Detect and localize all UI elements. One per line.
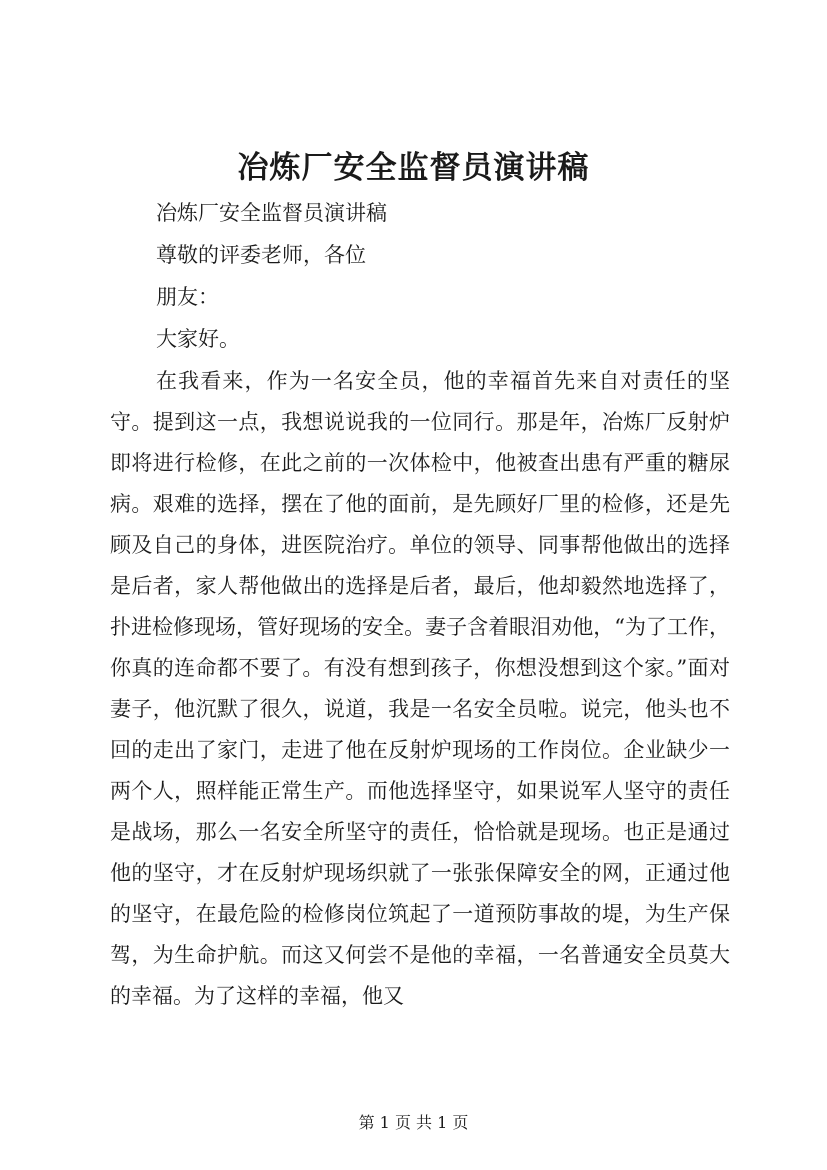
greeting-line: 大家好。: [156, 327, 240, 351]
page-footer: 第 1 页 共 1 页: [358, 1113, 469, 1132]
salutation-line-2: 朋友：: [156, 285, 219, 309]
salutation-line-1: 尊敬的评委老师，各位: [156, 243, 366, 267]
document-subtitle: 冶炼厂安全监督员演讲稿: [156, 201, 387, 225]
speech-body-paragraph: 在我看来，作为一名安全员，他的幸福首先来自对责任的坚守。提到这一点，我想说说我的一位同行。那是年，冶炼厂反射炉即将进行检修，在此之前的一次体检中，他被查出患有严重的糖尿病。艰难的选择，摆在了他的面前，是先顾好厂里的检修，还是先顾及自己的身体，进医院治疗。单位的领导、同事帮他做出的选择是后者，家人帮他做出的选择是后者，最后，他却毅然地选择了，扑进检修现场，管好现场的安全。妻子含着眼泪劝他，“为了工作，你真的连命都不要了。有没有想到孩子，你想没想到这个家。”面对妻子，他沉默了很久，说道，我是一名安全员啦。说完，他头也不回的走出了家门，走进了他在反射炉现场的工作岗位。企业缺少一两个人，照样能正常生产。而他选择坚守，如果说军人坚守的责任是战场，那么一名安全所坚守的责任，恰恰就是现场。也正是通过他的坚守，才在反射炉现场织就了一张张保障安全的网，正通过他的坚守，在最危险的检修岗位筑起了一道预防事故的堤，为生产保驾，为生命护航。而这又何尝不是他的幸福，一名普通安全员莫大的幸福。为了这样的幸福，他又: [110, 369, 730, 1008]
document-title: 冶炼厂安全监督员演讲稿: [237, 150, 590, 186]
